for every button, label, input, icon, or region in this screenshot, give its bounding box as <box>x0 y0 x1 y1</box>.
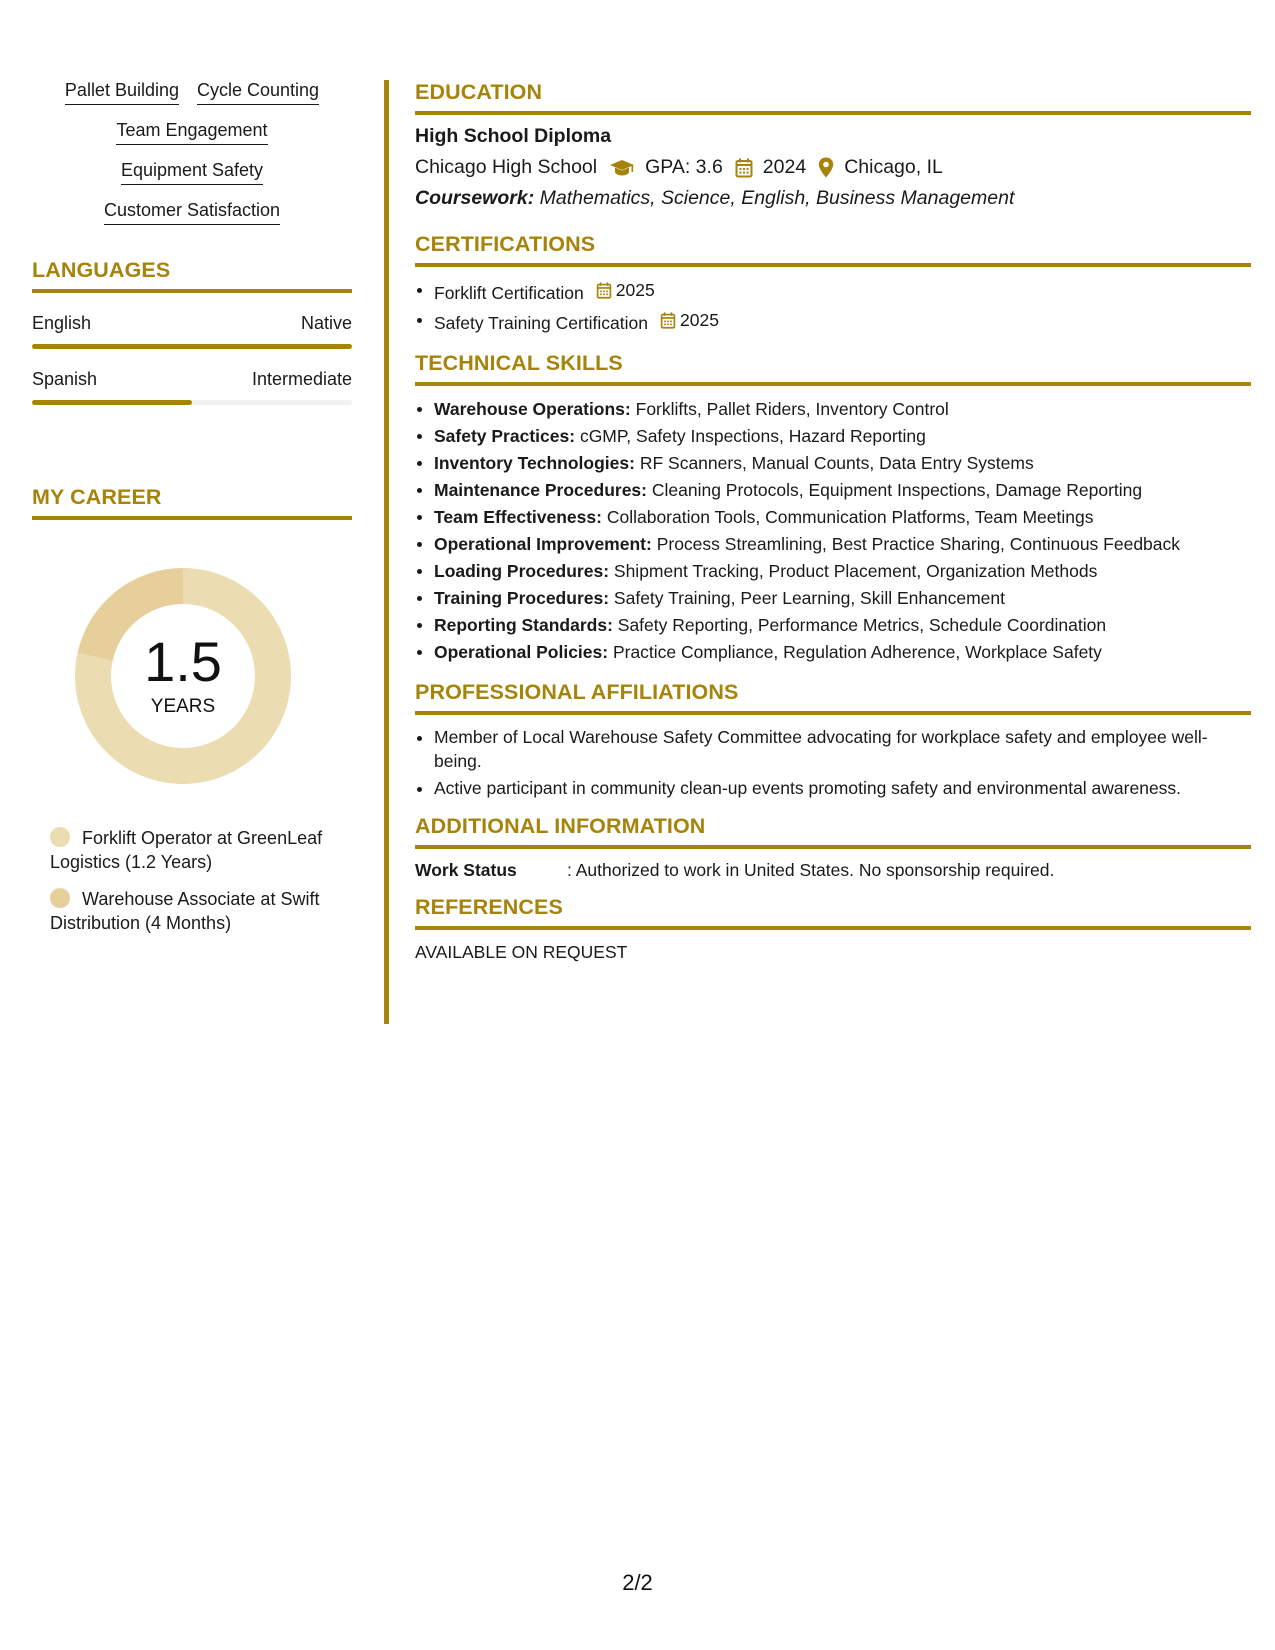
career-legend <box>50 826 340 935</box>
references-text: AVAILABLE ON REQUEST <box>415 942 628 962</box>
language-bar-fill <box>32 344 352 349</box>
certification-item <box>415 277 1251 307</box>
languages-title: LANGUAGES <box>32 258 352 293</box>
language-level: Intermediate <box>251 369 352 389</box>
technical-skill-text: Process Streamlining, Best Practice Sharing, Continuous Feedback <box>656 534 1181 554</box>
affiliation-item: Active participant in community clean-up events promoting safety and environmental awareness. <box>415 776 1251 800</box>
skill-row <box>32 80 352 105</box>
technical-skill-label: Team Effectiveness: <box>434 507 602 527</box>
technical-skill-item <box>415 612 1251 639</box>
calendar-icon <box>660 312 676 329</box>
technical-skill-text: cGMP, Safety Inspections, Hazard Reporting <box>579 426 926 446</box>
skill-row <box>32 120 352 145</box>
certification-year: 2025 <box>615 280 655 300</box>
education-degree: High School Diploma <box>415 125 612 147</box>
work-status-row <box>415 860 1251 881</box>
languages-section <box>32 258 352 405</box>
technical-skill-text: Shipment Tracking, Product Placement, Organization Methods <box>613 561 1098 581</box>
work-status-label: Work Status <box>415 860 517 880</box>
skill-tag: Equipment Safety <box>121 160 263 185</box>
technical-skill-item <box>415 504 1251 531</box>
work-status-value: : Authorized to work in United States. No sponsorship required. <box>567 860 1055 880</box>
technical-skill-label: Training Procedures: <box>434 588 610 608</box>
language-level: Native <box>300 313 352 333</box>
legend-dot <box>50 888 70 908</box>
language-bar <box>32 344 352 349</box>
legend-label: Warehouse Associate at Swift Distribution (4 Months) <box>50 889 320 933</box>
skills-tags <box>32 80 352 225</box>
technical-skill-label: Reporting Standards: <box>434 615 613 635</box>
technical-skill-label: Warehouse Operations: <box>434 399 631 419</box>
affiliations-title: PROFESSIONAL AFFILIATIONS <box>415 680 1251 715</box>
coursework-text: Mathematics, Science, English, Business Management <box>539 187 1015 209</box>
affiliations-section <box>415 680 1251 800</box>
technical-skill-item <box>415 450 1251 477</box>
skill-tag: Cycle Counting <box>197 80 319 105</box>
references-section <box>415 895 1251 963</box>
technical-skill-label: Maintenance Procedures: <box>434 480 647 500</box>
education-gpa: GPA: 3.6 <box>645 156 723 178</box>
graduation-cap-icon <box>609 158 635 178</box>
certifications-list <box>415 277 1251 337</box>
education-year: 2024 <box>762 156 807 178</box>
technical-skill-text: Cleaning Protocols, Equipment Inspections, Damage Reporting <box>651 480 1143 500</box>
column-divider <box>384 80 389 1024</box>
legend-dot <box>50 827 70 847</box>
technical-skills-section <box>415 351 1251 666</box>
certification-name: Safety Training Certification <box>434 313 648 333</box>
technical-skill-item <box>415 585 1251 612</box>
map-pin-icon <box>818 157 834 178</box>
skill-row <box>32 160 352 185</box>
skill-row <box>32 200 352 225</box>
language-name: Spanish <box>32 369 98 389</box>
skill-tag: Team Engagement <box>116 120 267 145</box>
technical-skill-item <box>415 396 1251 423</box>
technical-skills-list <box>415 396 1251 666</box>
language-item <box>32 313 352 349</box>
education-section <box>415 80 1251 210</box>
technical-skill-label: Safety Practices: <box>434 426 576 446</box>
calendar-icon <box>596 282 612 299</box>
education-title: EDUCATION <box>415 80 1251 115</box>
technical-skill-label: Loading Procedures: <box>434 561 610 581</box>
career-total: 1.5 <box>144 630 222 693</box>
career-unit: YEARS <box>150 696 216 717</box>
technical-skill-item <box>415 558 1251 585</box>
education-school: Chicago High School <box>415 156 598 178</box>
technical-skill-text: Forklifts, Pallet Riders, Inventory Control <box>635 399 949 419</box>
education-coursework <box>415 187 1251 210</box>
technical-skill-text: Safety Training, Peer Learning, Skill Enhancement <box>613 588 1005 608</box>
language-name: English <box>32 313 92 333</box>
legend-label: Forklift Operator at GreenLeaf Logistics (1.2 Years) <box>50 828 323 872</box>
page-number: 2/2 <box>622 1570 653 1595</box>
certification-name: Forklift Certification <box>434 283 584 303</box>
technical-skill-label: Operational Policies: <box>434 642 609 662</box>
language-bar-fill <box>32 400 192 405</box>
skill-tag: Pallet Building <box>65 80 179 105</box>
calendar-icon <box>735 158 753 178</box>
certification-year: 2025 <box>680 310 719 330</box>
additional-info-title: ADDITIONAL INFORMATION <box>415 814 1251 849</box>
coursework-label: Coursework: <box>415 187 535 209</box>
technical-skill-text: Collaboration Tools, Communication Platforms, Team Meetings <box>606 507 1094 527</box>
left-column <box>32 80 352 948</box>
language-item <box>32 369 352 405</box>
technical-skill-text: Safety Reporting, Performance Metrics, Schedule Coordination <box>617 615 1107 635</box>
affiliations-list <box>415 725 1251 800</box>
technical-skills-title: TECHNICAL SKILLS <box>415 351 1251 386</box>
technical-skill-text: RF Scanners, Manual Counts, Data Entry Systems <box>639 453 1034 473</box>
legend-item <box>50 887 340 935</box>
technical-skill-item <box>415 639 1251 666</box>
certifications-title: CERTIFICATIONS <box>415 232 1251 267</box>
career-section <box>32 485 352 935</box>
language-bar <box>32 400 352 405</box>
career-title: MY CAREER <box>32 485 352 520</box>
technical-skill-label: Operational Improvement: <box>434 534 652 554</box>
technical-skill-item <box>415 531 1251 558</box>
certification-item <box>415 307 1251 337</box>
technical-skill-label: Inventory Technologies: <box>434 453 635 473</box>
right-column <box>415 80 1251 977</box>
references-title: REFERENCES <box>415 895 1251 930</box>
technical-skill-item <box>415 423 1251 450</box>
education-details <box>415 156 1251 179</box>
certifications-section <box>415 232 1251 337</box>
legend-item <box>50 826 340 874</box>
skill-tag: Customer Satisfaction <box>104 200 280 225</box>
technical-skill-item <box>415 477 1251 504</box>
education-location: Chicago, IL <box>844 156 943 178</box>
affiliation-item: Member of Local Warehouse Safety Committee advocating for workplace safety and employee well-being. <box>415 725 1251 773</box>
donut-center <box>63 556 303 796</box>
career-donut <box>63 556 303 796</box>
additional-info-section <box>415 814 1251 881</box>
technical-skill-text: Practice Compliance, Regulation Adherence, Workplace Safety <box>612 642 1102 662</box>
